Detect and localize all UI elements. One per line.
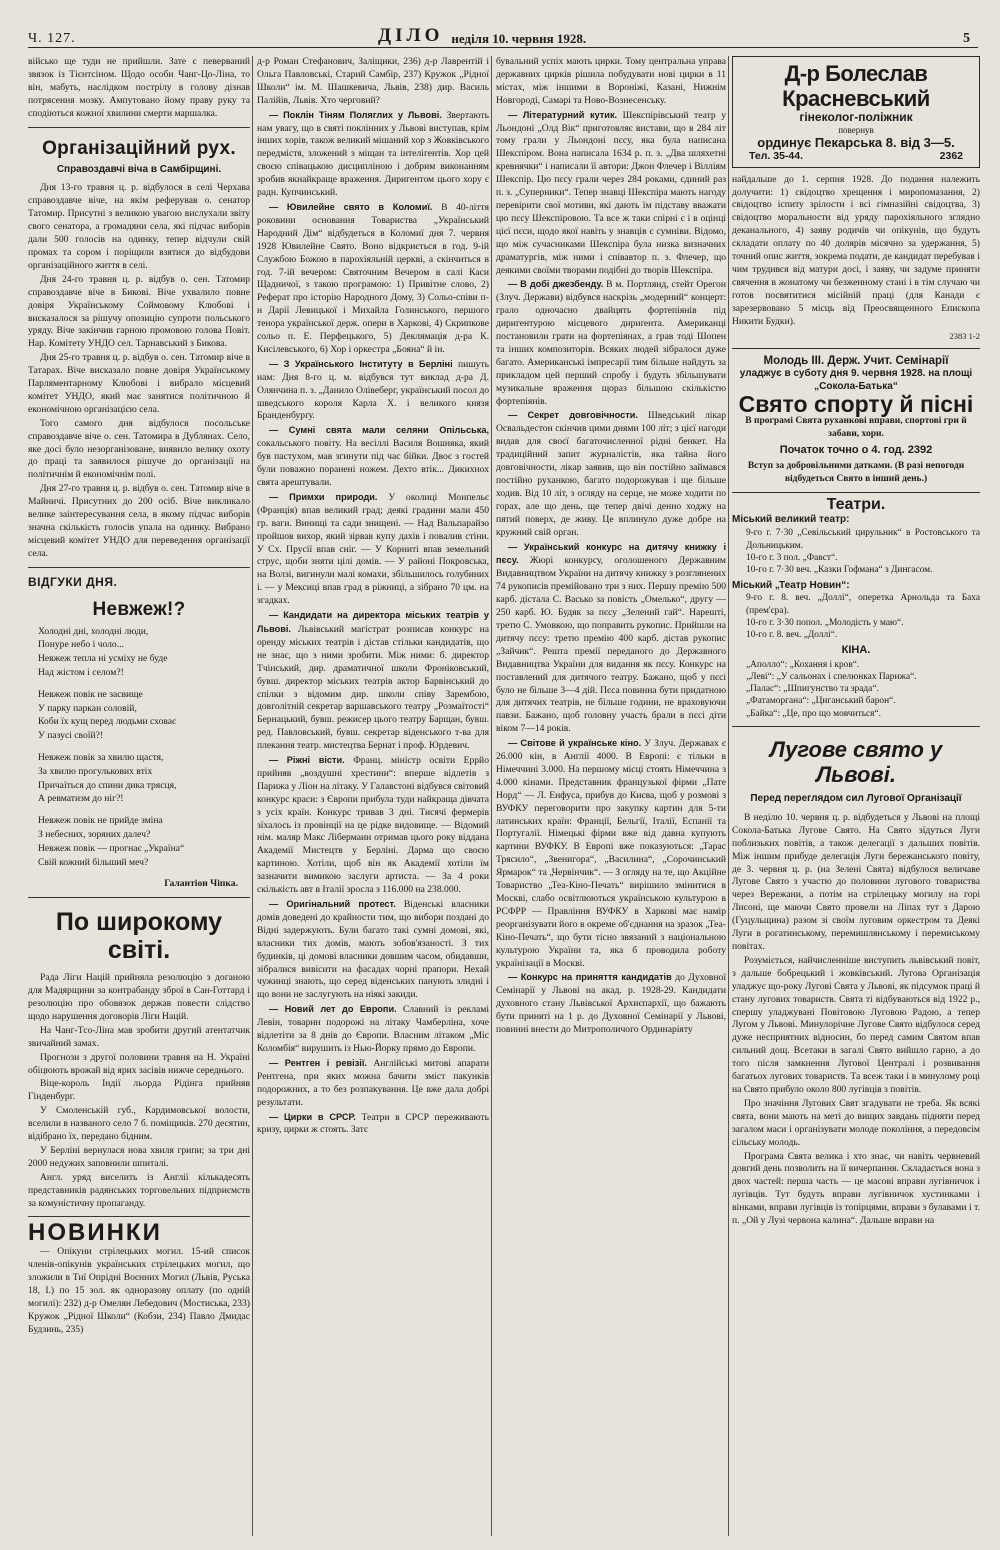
festival-start-time: Початок точно о 4. год. bbox=[779, 443, 905, 456]
article-text: до Духовної Семінарії у Львові на акад. р. 1928-29. Кандидати духовного стану Львівської Архиєпархії, що бажають бути приняті на 1 р. до Духовної Семінарії у Львові, повинні внести до Митрополичого Ординаріяту bbox=[496, 972, 726, 1036]
column-rule bbox=[252, 56, 253, 1536]
article-text: В неділю 10. червня ц. р. відбудеться у Львові на площі Сокола-Батька Лугове Свято. На Свято зїдуться Луги поблизьких повітів, а також делегації з дальших повітів. Між іншим прибуде делегація Луги бережанського повіту, де 3. червня ц. р. (на Зелені Свята) відбулося величаве Лугове Свято з участю до половини лугового товариства через Вережани, а потім на стрілецьку могилу на горі Лисоні, ще маючи Свято провели на Ліпах тут з Дарою (Гуцульщина) разом зі своїм луговим оркестром та Деякі Луги в рогатинському, перемишлянському і перемиському повітах. bbox=[732, 811, 980, 953]
article-text: У Злуч. Державах є 26.000 кін, в Англії 4000. В Европі: є тільки в Німеччині 3.000. На першому місці стоять Німеччина з 4.000 кінами. Представник французької фірми „Пате Норд“ — Л. Енфуса, прибув до Києва, щоб у розмові з ВУФКУ переговорити про закупку картин для 5-ти латинських країн: Франції, Бельгії, Італії, Еспанії та Португалії. Німецькі фірми вже від давна купують картини ВУФКУ. В Европі вже показуються: „Тарас Трясило“, „Звенигора“, „Василина“, „Сорочинський Ярмарок“ та „Червінчик“. — З огляду на те, що Акційне Товариство „Теа-Кіно-Печать“ вирішило змінитися в Москві, слабо освітлюються українською культурою в РСФРР — Правління ВУФКУ в Харкові має намір реорганізувати його в окреме об'єднання на зразок „Теа-Кіно-Печать“, що бути тісно звязаний з національною культурою України та, яка б проводила роботу українізації в Москві. bbox=[496, 738, 726, 969]
article-text: бувальний успіх мають цирки. Тому центральна управа державних цирків рішила побудувати нові цирки в 11 містах, між іншими в Вороніжі, Казані, Нижнім Новгороді, Самарі та Ново-Вознесенську. bbox=[496, 56, 726, 106]
column-2 bbox=[257, 56, 489, 1538]
cinema-line: „Палас“: „Шпигунство та зрада“. bbox=[746, 684, 879, 695]
cinema-line: „Байка“: „Це, про що мовчиться“. bbox=[746, 708, 881, 719]
show-line: 10-го г. 8. веч. „Доллі“. bbox=[746, 630, 838, 641]
column-rule bbox=[491, 56, 492, 1536]
article-text: д-р Роман Стефанович, Заліщики, 236) д-р Лаврентій і Ольга Павловські, Старий Самбір, 237) Кружок „Рідної Школи“ ім. М. Шашкевича, Львів, 238) дир. Василь Палійів, Львів. Хто черговий? bbox=[257, 56, 489, 106]
ad-phone-row bbox=[739, 150, 973, 163]
festival-start bbox=[732, 444, 980, 457]
article-text: Програма Свята велика і хто знає, чи навіть червневий довгий день позволить на її вичерпання. Складається вона з двох частей: перша часть — це масові вправи лугівничок і лугівців. Тут будуть вправи лугівничок хустинками і вінками, вправи лугівців із топірцями, вправи з булавами і т. п. „Ой у Лузі червона калина“. Дальше вправи на bbox=[732, 1150, 980, 1227]
poem-line: А ревматизм до ніг?! bbox=[38, 793, 124, 805]
poem-line: Свій кожний більший меч? bbox=[38, 856, 149, 868]
news-item-title: — Рентген і ревізії. bbox=[269, 1057, 367, 1068]
subheadline: Перед переглядом сил Лугової Організації bbox=[750, 793, 962, 805]
article-text: — Опікуни стрілецьких могил. 15-ий список членів-опікунів українських стрілецьких могил, що зложили в Тиї Опрідні Воєнних Могил (Львів, Руська 18, I.) по 15 зол. як одноразову оплату (по одній могилі): 232) д-р Омелян Лебедович (Мостиська, 233) Кружок „Рідної Школи“ (Кобзи, 234) Павло Дмидас Будзинь, 235) bbox=[28, 1246, 250, 1335]
poem-line: Над жістом і селом?! bbox=[38, 667, 124, 679]
subheadline: Справоздавчі віча в Самбірщині. bbox=[56, 163, 222, 175]
poem-line: Холодні дні, холодні люди, bbox=[38, 625, 149, 637]
poem-stanza bbox=[38, 688, 250, 743]
festival-title: Свято спорту й пісні bbox=[738, 391, 974, 418]
news-item-title: — Літературний кутик. bbox=[508, 109, 618, 120]
column-1 bbox=[28, 56, 250, 1538]
poem bbox=[28, 625, 250, 892]
article-text: Дня 24-го травня ц. р. відбув о. сен. Татомир справоздавче віче в Бикові. Віче ухвалило повне довіря Українському Соймовому Клюбові і висказалося за рішучу опозицію супроти польського уряду. Віче закінчив гарною промовою голова Повіт. Нар. Комітету УНДО сел. Тарнавський з Бикова. bbox=[28, 273, 250, 350]
article-text: Жюрі конкурсу, оголошеного Державним Видавництвом України на дитячу книжку з розглянених 74 рукописів премійовано три з них. Першу премію 500 карб. дістала С. Васько за повість „Омелько“, другу — 250 карб. Ю. Будяк за пєсу „Зелений гай“. Нарешті, третю С. Умовкою, що поправить рукопис. Прийшли на дитячу пєсу: третю премію 400 карб. дістав рукопис „Зайчик“. Решта премії переданого до Державного Видавництва України для видання як пєсу. Конкурс на поставлений для дитячого театру. Бажано, щоб у пєсі було не більше 3—4 дій. Пєса повинна бути придатною для дитячих театрів, не більше години, не враховуючи павзи. Бажано, щоб головну участь брали в пєсі діти віком 7—14 років. bbox=[496, 555, 726, 735]
article-text: Шведський лікар Освальдестон скінчив цими днями 100 літ; з цієї нагоди видав для своєї багаточисленної рідні бенкет. На традиційний запит журналістів, яка тайна його довговічности, лікар заявив, що він постійно займався постійно руханкою, багато подорожував і ще більше ходив. Від 10 літ, з огляду на серце, не може ходити по горах, але що день, ще тепер двічі денно ходжу на пятий поверх, де живу. Це вплинуло дуже добре на кружний свій орган. bbox=[496, 410, 726, 538]
festival-entry: Вступ за добровільними датками. (В разі непогоди відбудеться Свято в інший день.) bbox=[747, 460, 965, 484]
theatres-heading: Театри. bbox=[826, 495, 886, 513]
article-text: Англ. уряд виселить із Англії кількадесять представників радянських торговельних підприємств за комуністичну пропаганду. bbox=[28, 1171, 250, 1209]
poem-line: Невжеж тепла ні усміху не буде bbox=[38, 653, 168, 665]
page-number: 5 bbox=[963, 31, 970, 46]
news-item-title: — Конкурс на приняття кандидатів bbox=[508, 972, 672, 983]
issue-date: неділя 10. червня 1928. bbox=[451, 31, 587, 46]
article-text: Про значіння Лугових Свят згадувати не треба. Як всякі свята, вони мають на меті до вищих завдань підняти перед загалом маси і організувати молоде покоління, а передовсім сільську молодь. bbox=[732, 1097, 980, 1148]
show-line: 9-го г. 8. веч. „Доллі“, оперетка Арнольда та Баха (прем'єра). bbox=[746, 593, 980, 616]
masthead bbox=[28, 22, 978, 48]
poem-line: Невжеж повік не прийде зміна bbox=[38, 815, 163, 827]
poem-line: Невжеж повік не засвище bbox=[38, 688, 143, 700]
show-line: 10-го г. 3·30 попол. „Молодість у маю“. bbox=[746, 618, 904, 629]
poem-stanza bbox=[38, 751, 250, 806]
poem-line: Причаїться до спини дика трясця, bbox=[38, 779, 177, 791]
divider bbox=[28, 127, 250, 128]
issue-number: Ч. 127. bbox=[28, 31, 76, 46]
divider bbox=[28, 897, 250, 898]
news-item-title: — Світове й українське кіно. bbox=[508, 738, 642, 749]
article-text: Дня 13-го травня ц. р. відбулося в селі Черхава справоздавче віче, на якім реферував о. сенатор Татомир. Присутні з великою увагою вислухали звіту свого сенатора, а громадяни села, які підчас виборів дали 500 голосів на одинку, тепер відчули свій промах та сором і поріщили взятися до відбудови організаційного життя в селі. bbox=[28, 182, 250, 271]
seminary-notice: найдальше до 1. серпня 1928. До подання належить долучити: 1) свідоцтво хрещення і миропомазання, 2) свідоцтво іспиту зрілости і всі гімназійні свідоцтва, 3) свідоцтво моральности від уряду парохіяльного зглядно деканального, 4) заяву родичів чи опікунів, що будуть складати оплату по 40 долярів місячно за удержання, 5) точний опис життя, зокрема подати, де кандидат перебував і чим трудився від матури досі, і заяву, чи задуме приняти свячення в жонатому чи безженному стані і в тім случаю чи готов посвятитися місійній праці (для Канади є зарезервовано 5 місць від Преосвященного Епископа Никити Будки). bbox=[732, 173, 980, 327]
poem-line: Коби їх кущ перед людьми сховає bbox=[38, 716, 177, 728]
article-text: У Смоленській губ., Кардимовської волости, вселили в названого село 7 б. поміщиків. 270 десятин, відібрано їх, передано бідним. bbox=[28, 1105, 250, 1143]
news-item-title: — Цирки в СРСР. bbox=[269, 1111, 356, 1122]
news-item-title: — Ріжні вісти. bbox=[269, 755, 345, 766]
poem-line: За хвилю прогулькових втіх bbox=[38, 765, 153, 777]
ad-address: ординує Пекарська 8. від 3—5. bbox=[757, 134, 955, 150]
article-text: Рада Ліги Націй прийняла резолюцію з доганою для Мадярщини за контрабанду зброї в Сан-Готтард і резолюцію про обовязок держав повести слідство щодо нарушення договорів Ліги Націй. bbox=[28, 972, 250, 1022]
venue-name: Міський „Театр Новин“: bbox=[732, 579, 850, 591]
article-text: В 40-ліття роковини основання Товариства „Український Народний Дім“ відбудеться в Коломиї дня 7. червня 1928 Ювилейне Свято. Воно відкриється в год. 9-ій Службою Божою в парохіяльній церкві, а скінчиться в год. 7-ій вечером: Святочним Вечером в салі Каси Щадничої, з такою програмою: 1) Привітне слово, 2) Реферат про історію Народного Дому, 3) Сольо-співи п-н Дарії Левицької і Михайла Голинського, першого тенора української держ. опери в Харкові, 4) Скрипкове сольо п. Е. Перфецького, 5) Деклямація д-ра К. Кисілевського, 6) Хор і оркестра „Бояна“ й ін. bbox=[257, 201, 489, 355]
article-text: Розуміється, найчисленніше виступить львівський повіт, з дальше бобрецький і жовківський. Лугова Організація уладжує що-року Лугові Свята у Львові, як підсумок праці й стану лугових товариств. Свята ті відбуваються від 1922 р., спершу уладжувані Повітовою Луговою Радою, а тепер Лугом у Львові. Минулорічне Лугове Свято відбулося серед дуже несприятних відносин, бо перед самим Святом впав сильний дощ. Всетаки в загалі Свято вийшло гарно, а до того після замкнення Лугової Централі і розвивання багатьох лугових товариств. Та всеж таки і в минулому році на Свято прибуло около 800 лугівців з повітів. bbox=[732, 954, 980, 1095]
news-item-title: — В добі джезбенду. bbox=[508, 279, 604, 290]
show-line: 10-го г. 3 пол. „Фавст“. bbox=[746, 552, 838, 563]
article-text: Дня 25-го травня ц. р. відбув о. сен. Татомир віче в Татарах. Віче висказало повне довіря Українському Парляментарному Клюбові і вибрало місцевий комітет УНДО, який має занятися політичною й економічною організацією села. bbox=[28, 352, 250, 415]
news-item-title: — Оригінальний протест. bbox=[269, 899, 396, 909]
news-item-title: — Поклін Тіням Поляглих у Львові. bbox=[269, 109, 442, 120]
article-text: сокальського повіту. На весіллі Василя Вошняка, який був пастухом, мав згинути під час бійки. Двоє з гостей були поважно поранені ножем. Дехто втік... Дикихнох свята арештували. bbox=[257, 438, 489, 488]
article-text: Львівський магістрат розписав конкурс на оренду міських театрів і дістав стільки кандидатів, що не знає, що з ними зробити. Між ними: б. директор Тчінський, дир. драматичної школи Фроніковський, бувш. директор міських театрів актор Барвінський до спілки з відомим дир. школи співу Зарембою, довголітній секретар варшавського театру „Розмаїтості“ Бернацький, бувш. режисер цього театру Барщан, бувш. ред. Павловський, бувш. секретар віденського т-ва для плекання театр. мистецтва Бернат і проф. Юрдевич. bbox=[257, 623, 489, 752]
poem-line: У пазусі своїй?! bbox=[38, 730, 104, 742]
cinema-line: „Аполло“: „Кохання і кров“. bbox=[746, 659, 860, 670]
article-text: В м. Портлянд, стейт Орегон (Злуч. Держави) відбувся наскрізь „модерний“ концерт: грало одночасно двайцять фортепіянів під диригентурою місцевого дириґента. Американці постановили грати на фортепіянах, а грав тоді Шопен та інших композиторів. Всяких людей зібралося дуже багато. Американські імпресарії тим більше найдуть за прикладом цей перший спробу і будуть збільшувати музикальне враження щораз більшою скількістю фортепіянів. bbox=[496, 279, 726, 407]
news-item-title: — З Українського Інституту в Берліні bbox=[269, 358, 453, 369]
article-text: військо ще туди не прийшли. Зате є певерваний звязок із Тієнтсіном. Щодо особи Чанг-Цо-Ліна, то він, мабуть, наслідком пострілу в голову дізнав потрясення мозку. Ампутовано йому праву руку та сподіються кожної хвилини смерти маршалка. bbox=[28, 56, 250, 119]
news-item-title: — Новий лет до Европи. bbox=[269, 1004, 397, 1015]
news-item-title: — Сумні свята мали селяни Опільська, bbox=[269, 425, 489, 436]
article-text: Прогнози з другої половини травня на Н. Україні обіцюють врожай від ярих засівів нижче середнього. bbox=[28, 1051, 250, 1076]
festival-date: уладжує в суботу дня 9. червня 1928. на площі „Сокола-Батька“ bbox=[739, 368, 973, 393]
poem-line: Понуре небо і чоло... bbox=[38, 639, 124, 651]
headline-lugove-svyato: Лугове свято у Львові. bbox=[769, 737, 943, 788]
show-line: 9-го г. 7·30 „Севільський цирульник“ в Ростовського та Дольницьким. bbox=[746, 528, 980, 551]
article-text: Звертають нам увагу, що в святі поклінних у Львові виступав, крім інших хорів, також великий мішаний хор з Жовківського передмістя, зложений з міщан та інтелігентів. Хор цей своєю співацькою дисципліною і добрим виконанням зробив якнайкраще враження. Диригентом цього хору є радн. Купчинський. bbox=[257, 109, 489, 199]
divider bbox=[28, 567, 250, 568]
poem-line: Невжеж повік за хвилю щастя, bbox=[38, 752, 164, 763]
ad-number: 2392 bbox=[907, 443, 933, 456]
festival-program: В програмі Свята руханкові вправи, спортові гри й забави, хори. bbox=[745, 416, 967, 439]
article-text: Франц. міністр освіти Еррйо прийняв „воздушні хрестини“: вперше відлетів з Парижа у Ліон на літаку. У Галавстоні відбувся світовий конкурс краси: з Європи прибула туди найкраща дівчата з усіх країн. Конкурс тривав 3 дні. Тисячі фермерів зїхалось із провінції на це рідке видовище. — Відомий нім. маляр Макс Лібермаин отримав цього року віддана Академії Мистецтв у Берліні. Дарма що своєю картиною. Хотіли, щоб він як Академії хотіли їм зазначити вимикою заслуги артиста. — За 4 роки скількість авт в Італії зросла з 116.000 на 238.000. bbox=[257, 755, 489, 896]
divider bbox=[732, 726, 980, 727]
section-label-vidguky: ВІДГУКИ ДНЯ. bbox=[28, 574, 118, 589]
venue-name: Міський великий театр: bbox=[732, 514, 850, 526]
column-3 bbox=[496, 56, 726, 1538]
ad-number: 2362 bbox=[939, 149, 963, 162]
news-item-title: — Ювилейне свято в Коломиї. bbox=[269, 201, 433, 212]
article-text: У околиці Монпельє (Франція) впав великий град; деякі градини мали 450 гр. ваги. Винищі та сади знищені. — Над Вальпарайзо пройшов вихор, який зірвав купу дахів і повалив стіни. У Сх. Прусії впав сніг. — У Корниті впав земельний струс, щоби зняти цілі домів. — У районі Покровська, на Волзі, вигинули малі комахи, збільшилось голубиних і. — у Мексиці впав град в ріжниці, а зібрано 70 цм. на згадках. bbox=[257, 491, 489, 607]
article-text: Театри в СРСР переживають кризу, цирки ж стоять. Затє bbox=[257, 1111, 489, 1136]
news-item-title: — Примхи природи. bbox=[269, 491, 378, 502]
newspaper-title: ДІЛО bbox=[378, 25, 444, 46]
column-rule bbox=[728, 56, 729, 1536]
divider bbox=[28, 1216, 250, 1217]
cinema-line: „Фатаморгана“: „Циганський барон“. bbox=[746, 696, 896, 707]
sports-festival-ad bbox=[732, 348, 980, 492]
headline-novinky: НОВИНКИ bbox=[28, 1219, 162, 1247]
poem-title: Невжеж!? bbox=[92, 598, 186, 620]
article-text: Того самого дня відбулося посольське справоздавче віче о. сен. Татомира в Дублянах. Село, яке досі було незорганізоване, виявило велику охоту до праці та заявилося рішуче до організації на політичнім й економічнім полі. bbox=[28, 417, 250, 481]
festival-organizer: Молодь III. Держ. Учит. Семінарії bbox=[763, 355, 949, 368]
article-text: На Чанг-Тсо-Ліна мав зробити другий атентатчик звичайний замах. bbox=[28, 1024, 250, 1049]
article-text: Віце-король Індії льорда Рідінга прийняв Гінденбург. bbox=[28, 1078, 250, 1103]
headline-world: По широкому світі. bbox=[55, 908, 223, 965]
news-item-title: — Український конкурс на дитячу книжку і пєсу. bbox=[496, 541, 726, 566]
article-text: Славний із рекламі Левін, товарин подорожі на літаку Чамберліна, хоче відлетіти за 8 днів до Європи. Власним літаком „Міс Коломбія“ вирушить із Нью-Йорку прямо до Европи. bbox=[257, 1004, 489, 1054]
doctor-advertisement bbox=[732, 56, 980, 168]
cinemas-heading: КІНА. bbox=[841, 643, 871, 656]
ad-doctor-role: гінеколог-поліжник bbox=[799, 110, 913, 124]
poem-author: Галантіон Чіпка. bbox=[164, 878, 238, 890]
ad-note: повернув bbox=[838, 124, 874, 135]
ad-phone: Тел. 35-44. bbox=[749, 149, 804, 162]
news-item-title: — Секрет довговічности. bbox=[508, 410, 638, 421]
poem-line: Невжеж повік — прогнає „Україна“ bbox=[38, 842, 185, 854]
ad-number: 2383 1-2 bbox=[949, 330, 980, 341]
poem-line: У парку паркан соловій, bbox=[38, 702, 137, 714]
show-line: 10-го г. 7·30 веч. „Казки Гофмана“ з Дингасом. bbox=[746, 565, 933, 576]
article-text: Віденські власники домів доведені до крайности тим, що вибори поздані до Відні задержують. Були багато такі сумні домові, які, власники тих домів, мають зобов'язаності. З тих будинків, ці домові власники довшим часом, обидавши, зібралися вивісити на фасадах чорні прапори. Нехай чужинці знають, що серед віденських панують злидні і що вони не заслугують на ніякі закиди. bbox=[257, 899, 489, 1001]
column-4 bbox=[732, 56, 980, 1538]
poem-line: З небесних, зоряних далеч? bbox=[38, 828, 151, 840]
article-text: пишуть нам: Дня 8-го ц. м. відбувся тут виклад д-ра Д. Олянчина п. з. „Данило Олівеберг, український посол до шведського короля Карла Х. і великого князя Бранденбурґу. bbox=[257, 358, 489, 422]
headline-organization: Організаційний рух. bbox=[42, 137, 236, 159]
ad-doctor-name: Д-р Болеслав Красневський bbox=[782, 61, 930, 111]
article-text: У Берліні вернулася нова хвиля грипи; за три дні 2000 недужих заповнили шпиталі. bbox=[28, 1144, 250, 1169]
article-text: Англійські митові апарати Рентгена, при яких можна бачити зміст пакунків подорожних, а то без розпакування. Це вже дала добрі результати. bbox=[257, 1057, 489, 1108]
poem-stanza bbox=[38, 814, 250, 869]
cinema-line: „Леві“: „У сальонах і спелюнках Парижа“. bbox=[746, 671, 917, 682]
article-text: Дня 27-го травня ц. р. відбув о. сен. Татомир віче в Майничі. Присутних до 200 осіб. Віче викликало велике заінтересування села, в якому підчас виборів значна скількість голосів упала на одинку. Вибрано місцевий комітет УНДО для переведення організації села. bbox=[28, 483, 250, 559]
article-text: Шекспірівський театр у Льондоні „Олд Вік“ приготовляє вистави, що в 284 літ тому грали у Льондоні пєсу, яка була написана Шекспіром. Вона написала 1634 р. п. з. „Два шляхетні кревнячки“ і написали її автори: Джон Флечер і Вілліям Шекспір. Цю пєсу грали через 284 роками, єдиний раз п. з. „Суперники“. Тепер знавці Шекспіра мають нагоду перевірити свої мотиви, які дають їм підставу вважати цю пєсу Шекспіровою. Та все ж таки спірні є і в оцінці цієї пєси, щодо якої навіть у знавців є сумніви. Відомо, що між сучасниками Шекспіра була низка визначних драматургів, між ними і співавтор п. з. Флечер, що деякими своїми творами подібні до творів Шекспіра. bbox=[496, 109, 726, 276]
news-item-title: — Кандидати на директора міських театрів у Львові. bbox=[257, 610, 489, 634]
poem-stanza bbox=[38, 625, 250, 680]
